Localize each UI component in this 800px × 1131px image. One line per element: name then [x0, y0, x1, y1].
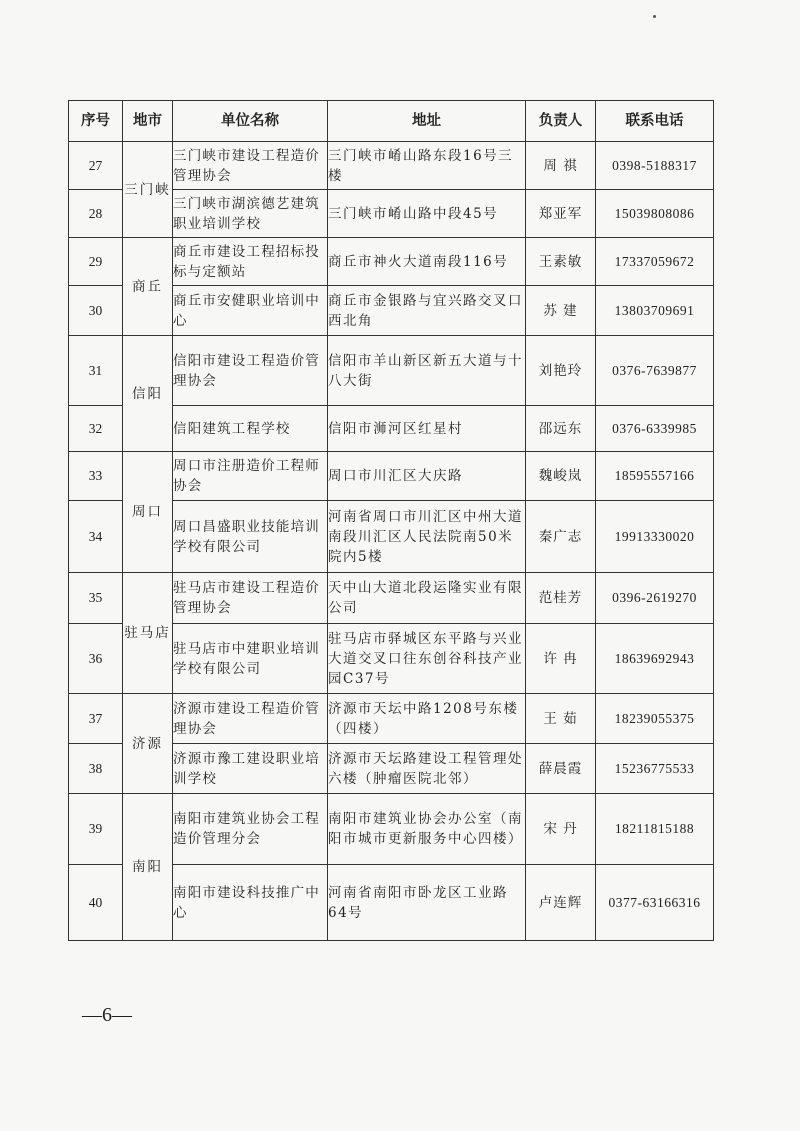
header-row [69, 101, 714, 142]
address-cell: 天中山大道北段运隆实业有限公司 [328, 573, 526, 624]
address-cell: 商丘市神火大道南段116号 [328, 238, 526, 286]
seq-cell: 28 [69, 190, 123, 238]
city-cell: 信阳 [123, 336, 173, 452]
person-cell: 郑亚军 [526, 190, 596, 238]
seq-cell: 34 [69, 501, 123, 573]
person-cell: 魏峻岚 [526, 452, 596, 501]
phone-cell: 19913330020 [596, 501, 714, 573]
phone-cell: 0376-7639877 [596, 336, 714, 406]
person-cell: 刘艳玲 [526, 336, 596, 406]
person-cell: 邵远东 [526, 406, 596, 452]
table-row [69, 794, 714, 865]
phone-cell: 17337059672 [596, 238, 714, 286]
city-cell: 南阳 [123, 794, 173, 941]
person-cell: 王素敏 [526, 238, 596, 286]
header-unit: 单位名称 [173, 101, 328, 142]
table-row [69, 336, 714, 406]
address-cell: 南阳市建筑业协会办公室（南阳市城市更新服务中心四楼） [328, 794, 526, 865]
unit-cell: 驻马店市中建职业培训学校有限公司 [173, 624, 328, 694]
table-row [69, 238, 714, 286]
seq-cell: 31 [69, 336, 123, 406]
address-cell: 三门峡市崤山路中段45号 [328, 190, 526, 238]
seq-cell: 29 [69, 238, 123, 286]
address-cell: 济源市天坛路建设工程管理处六楼（肿瘤医院北邻） [328, 744, 526, 794]
phone-cell: 0398-5188317 [596, 142, 714, 190]
unit-cell: 南阳市建设科技推广中心 [173, 865, 328, 941]
unit-cell: 南阳市建筑业协会工程造价管理分会 [173, 794, 328, 865]
header-person: 负责人 [526, 101, 596, 142]
phone-cell: 13803709691 [596, 286, 714, 336]
address-cell: 三门峡市崤山路东段16号三楼 [328, 142, 526, 190]
person-cell: 周 祺 [526, 142, 596, 190]
city-cell: 周口 [123, 452, 173, 573]
person-cell: 秦广志 [526, 501, 596, 573]
city-cell: 济源 [123, 694, 173, 794]
phone-cell: 18211815188 [596, 794, 714, 865]
person-cell: 苏 建 [526, 286, 596, 336]
unit-cell: 三门峡市建设工程造价管理协会 [173, 142, 328, 190]
table-row [69, 142, 714, 190]
phone-cell: 18639692943 [596, 624, 714, 694]
person-cell: 薛晨霞 [526, 744, 596, 794]
contact-table [68, 100, 714, 941]
address-cell: 驻马店市驿城区东平路与兴业大道交叉口往东创谷科技产业园C37号 [328, 624, 526, 694]
unit-cell: 济源市豫工建设职业培训学校 [173, 744, 328, 794]
seq-cell: 30 [69, 286, 123, 336]
phone-cell: 0396-2619270 [596, 573, 714, 624]
phone-cell: 15236775533 [596, 744, 714, 794]
table-row [69, 694, 714, 744]
address-cell: 济源市天坛中路1208号东楼（四楼） [328, 694, 526, 744]
header-seq: 序号 [69, 101, 123, 142]
seq-cell: 40 [69, 865, 123, 941]
seq-cell: 32 [69, 406, 123, 452]
unit-cell: 周口市注册造价工程师协会 [173, 452, 328, 501]
page-number: —6— [82, 1004, 132, 1026]
unit-cell: 驻马店市建设工程造价管理协会 [173, 573, 328, 624]
address-cell: 周口市川汇区大庆路 [328, 452, 526, 501]
address-cell: 河南省南阳市卧龙区工业路64号 [328, 865, 526, 941]
person-cell: 王 茹 [526, 694, 596, 744]
phone-cell: 18239055375 [596, 694, 714, 744]
seq-cell: 35 [69, 573, 123, 624]
person-cell: 范桂芳 [526, 573, 596, 624]
phone-cell: 15039808086 [596, 190, 714, 238]
table-row [69, 573, 714, 624]
unit-cell: 信阳建筑工程学校 [173, 406, 328, 452]
city-cell: 驻马店 [123, 573, 173, 694]
person-cell: 许 冉 [526, 624, 596, 694]
person-cell: 卢连辉 [526, 865, 596, 941]
seq-cell: 27 [69, 142, 123, 190]
phone-cell: 0376-6339985 [596, 406, 714, 452]
seq-cell: 36 [69, 624, 123, 694]
address-cell: 河南省周口市川汇区中州大道南段川汇区人民法院南50米院内5楼 [328, 501, 526, 573]
unit-cell: 周口昌盛职业技能培训学校有限公司 [173, 501, 328, 573]
phone-cell: 0377-63166316 [596, 865, 714, 941]
unit-cell: 信阳市建设工程造价管理协会 [173, 336, 328, 406]
unit-cell: 济源市建设工程造价管理协会 [173, 694, 328, 744]
seq-cell: 33 [69, 452, 123, 501]
address-cell: 信阳市羊山新区新五大道与十八大街 [328, 336, 526, 406]
address-cell: 商丘市金银路与宜兴路交叉口西北角 [328, 286, 526, 336]
city-cell: 三门峡 [123, 142, 173, 238]
table-row [69, 452, 714, 501]
header-phone: 联系电话 [596, 101, 714, 142]
scan-speck [653, 15, 656, 18]
seq-cell: 37 [69, 694, 123, 744]
seq-cell: 39 [69, 794, 123, 865]
city-cell: 商丘 [123, 238, 173, 336]
address-cell: 信阳市浉河区红星村 [328, 406, 526, 452]
header-address: 地址 [328, 101, 526, 142]
header-city: 地市 [123, 101, 173, 142]
person-cell: 宋 丹 [526, 794, 596, 865]
unit-cell: 商丘市安健职业培训中心 [173, 286, 328, 336]
seq-cell: 38 [69, 744, 123, 794]
unit-cell: 商丘市建设工程招标投标与定额站 [173, 238, 328, 286]
phone-cell: 18595557166 [596, 452, 714, 501]
unit-cell: 三门峡市湖滨德艺建筑职业培训学校 [173, 190, 328, 238]
